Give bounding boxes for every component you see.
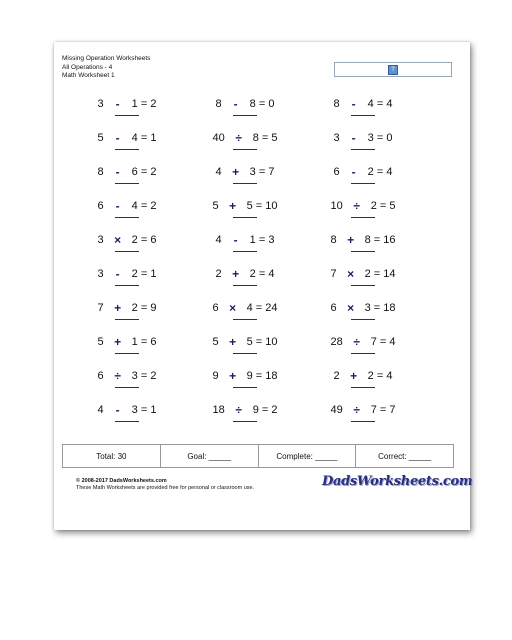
operator-sign: ÷ bbox=[353, 403, 361, 417]
math-problem bbox=[82, 403, 172, 427]
operand-a: 18 bbox=[212, 404, 225, 416]
operator-sign: + bbox=[229, 335, 237, 349]
equals-sign: = bbox=[137, 166, 151, 178]
operand-b: 3 bbox=[131, 370, 138, 382]
answer-blank[interactable] bbox=[115, 285, 139, 286]
operand-a: 49 bbox=[330, 404, 343, 416]
equation bbox=[318, 233, 408, 247]
equals-sign: = bbox=[255, 98, 269, 110]
answer-blank[interactable] bbox=[351, 387, 375, 388]
math-problem bbox=[200, 165, 290, 189]
operand-a: 2 bbox=[333, 370, 340, 382]
worksheet-subtitle: All Operations - 4 bbox=[62, 63, 113, 71]
result-value: 0 bbox=[386, 132, 393, 144]
math-problem bbox=[82, 165, 172, 189]
equals-sign: = bbox=[376, 336, 390, 348]
answer-blank[interactable] bbox=[351, 319, 375, 320]
math-problem bbox=[318, 403, 408, 427]
math-problem bbox=[82, 131, 172, 155]
operator-sign: + bbox=[232, 267, 240, 281]
math-problem bbox=[318, 97, 408, 121]
result-value: 2 bbox=[150, 370, 157, 382]
operator-sign: ÷ bbox=[353, 199, 361, 213]
result-value: 2 bbox=[150, 200, 157, 212]
dadsworksheets-logo: DadsWorksheets.com bbox=[322, 474, 473, 489]
result-value: 2 bbox=[150, 166, 157, 178]
equation bbox=[200, 199, 290, 213]
math-problem bbox=[318, 131, 408, 155]
operator-sign: + bbox=[114, 335, 122, 349]
operand-b: 1 bbox=[131, 98, 138, 110]
equals-sign: = bbox=[137, 98, 151, 110]
equals-sign: = bbox=[258, 404, 272, 416]
operand-a: 6 bbox=[333, 166, 340, 178]
operator-sign: - bbox=[351, 97, 356, 111]
answer-blank[interactable] bbox=[115, 319, 139, 320]
operator-sign: - bbox=[115, 97, 120, 111]
equation bbox=[82, 199, 172, 213]
operator-sign: × bbox=[229, 301, 237, 315]
answer-blank[interactable] bbox=[115, 115, 139, 116]
math-problem bbox=[200, 131, 290, 155]
equals-sign: = bbox=[370, 268, 384, 280]
answer-blank[interactable] bbox=[115, 387, 139, 388]
answer-blank[interactable] bbox=[351, 149, 375, 150]
answer-blank[interactable] bbox=[233, 251, 257, 252]
operand-a: 5 bbox=[97, 336, 104, 348]
math-problem bbox=[200, 301, 290, 325]
operator-sign: × bbox=[347, 301, 355, 315]
operand-a: 9 bbox=[212, 370, 219, 382]
math-problem bbox=[318, 369, 408, 393]
equation bbox=[200, 131, 290, 145]
answer-blank[interactable] bbox=[233, 387, 257, 388]
equation bbox=[200, 267, 290, 281]
result-value: 5 bbox=[389, 200, 396, 212]
operand-a: 8 bbox=[330, 234, 337, 246]
math-problem bbox=[318, 165, 408, 189]
operand-b: 7 bbox=[370, 404, 377, 416]
result-value: 3 bbox=[268, 234, 275, 246]
equation bbox=[200, 165, 290, 179]
equation bbox=[82, 403, 172, 417]
answer-blank[interactable] bbox=[233, 421, 257, 422]
math-problem bbox=[200, 199, 290, 223]
answer-blank[interactable] bbox=[115, 183, 139, 184]
operator-sign: - bbox=[233, 97, 238, 111]
equation bbox=[82, 267, 172, 281]
operand-b: 2 bbox=[131, 234, 138, 246]
operand-b: 9 bbox=[246, 370, 253, 382]
result-value: 4 bbox=[389, 336, 396, 348]
result-value: 6 bbox=[150, 336, 157, 348]
worksheet-header bbox=[62, 55, 150, 81]
operand-a: 10 bbox=[330, 200, 343, 212]
operator-sign: - bbox=[115, 131, 120, 145]
correct-cell: Correct: _____ bbox=[378, 451, 432, 461]
operand-b: 4 bbox=[131, 200, 138, 212]
operator-sign: ÷ bbox=[235, 403, 243, 417]
answer-blank[interactable] bbox=[115, 353, 139, 354]
math-problem bbox=[82, 97, 172, 121]
operand-a: 8 bbox=[97, 166, 104, 178]
operand-a: 7 bbox=[330, 268, 337, 280]
equals-sign: = bbox=[373, 166, 387, 178]
equals-sign: = bbox=[255, 234, 269, 246]
operand-a: 3 bbox=[333, 132, 340, 144]
equals-sign: = bbox=[255, 166, 269, 178]
operand-a: 8 bbox=[333, 98, 340, 110]
answer-blank[interactable] bbox=[351, 421, 375, 422]
result-value: 4 bbox=[386, 166, 393, 178]
result-value: 0 bbox=[268, 98, 275, 110]
equals-sign: = bbox=[137, 404, 151, 416]
equals-sign: = bbox=[376, 404, 390, 416]
answer-blank[interactable] bbox=[115, 217, 139, 218]
equals-sign: = bbox=[252, 336, 266, 348]
equals-sign: = bbox=[373, 98, 387, 110]
answer-blank[interactable] bbox=[351, 353, 375, 354]
answer-blank[interactable] bbox=[115, 149, 139, 150]
operator-sign: + bbox=[347, 233, 355, 247]
operator-sign: - bbox=[115, 165, 120, 179]
operand-b: 8 bbox=[249, 98, 256, 110]
equation bbox=[200, 369, 290, 383]
name-input-box[interactable] bbox=[334, 62, 452, 77]
goal-cell: Goal: _____ bbox=[161, 445, 259, 467]
equation bbox=[318, 199, 408, 213]
math-problem bbox=[82, 335, 172, 359]
operand-b: 8 bbox=[252, 132, 259, 144]
equals-sign: = bbox=[258, 132, 272, 144]
equation bbox=[200, 403, 290, 417]
usage-note: These Math Worksheets are provided free for personal or classroom use. bbox=[76, 485, 255, 491]
operand-a: 5 bbox=[97, 132, 104, 144]
result-value: 1 bbox=[150, 268, 157, 280]
operand-a: 3 bbox=[97, 268, 104, 280]
equation bbox=[200, 301, 290, 315]
answer-blank[interactable] bbox=[233, 115, 257, 116]
answer-blank[interactable] bbox=[351, 183, 375, 184]
operand-b: 5 bbox=[246, 336, 253, 348]
equation bbox=[82, 233, 172, 247]
math-problem bbox=[200, 267, 290, 291]
math-problem bbox=[318, 199, 408, 223]
operand-a: 5 bbox=[212, 336, 219, 348]
result-value: 1 bbox=[150, 404, 157, 416]
operator-sign: - bbox=[115, 267, 120, 281]
equals-sign: = bbox=[373, 132, 387, 144]
operand-b: 4 bbox=[246, 302, 253, 314]
result-value: 10 bbox=[265, 336, 278, 348]
answer-blank[interactable] bbox=[233, 183, 257, 184]
answer-blank[interactable] bbox=[233, 217, 257, 218]
equation bbox=[82, 335, 172, 349]
operand-a: 4 bbox=[215, 234, 222, 246]
operand-b: 3 bbox=[249, 166, 256, 178]
equals-sign: = bbox=[137, 132, 151, 144]
result-value: 2 bbox=[150, 98, 157, 110]
result-value: 4 bbox=[386, 370, 393, 382]
result-value: 5 bbox=[271, 132, 278, 144]
result-value: 10 bbox=[265, 200, 278, 212]
equation bbox=[82, 369, 172, 383]
equation bbox=[318, 165, 408, 179]
result-value: 9 bbox=[150, 302, 157, 314]
answer-blank[interactable] bbox=[115, 421, 139, 422]
equation bbox=[318, 335, 408, 349]
operand-b: 6 bbox=[131, 166, 138, 178]
equals-sign: = bbox=[137, 200, 151, 212]
operand-b: 4 bbox=[131, 132, 138, 144]
operand-b: 4 bbox=[367, 98, 374, 110]
result-value: 2 bbox=[271, 404, 278, 416]
math-problem bbox=[200, 335, 290, 359]
score-table bbox=[62, 444, 454, 468]
math-problem bbox=[82, 233, 172, 257]
equals-sign: = bbox=[252, 302, 266, 314]
equation bbox=[318, 97, 408, 111]
answer-blank[interactable] bbox=[351, 251, 375, 252]
equation bbox=[82, 131, 172, 145]
math-problem bbox=[82, 267, 172, 291]
operand-b: 3 bbox=[367, 132, 374, 144]
operand-b: 1 bbox=[131, 336, 138, 348]
operand-b: 2 bbox=[131, 302, 138, 314]
answer-blank[interactable] bbox=[351, 285, 375, 286]
operator-sign: ÷ bbox=[114, 369, 121, 383]
operator-sign: - bbox=[233, 233, 238, 247]
answer-blank[interactable] bbox=[233, 149, 257, 150]
equals-sign: = bbox=[137, 370, 151, 382]
operator-sign: + bbox=[232, 165, 240, 179]
operand-a: 6 bbox=[97, 200, 104, 212]
equation bbox=[82, 97, 172, 111]
operator-sign: ÷ bbox=[235, 131, 243, 145]
result-value: 16 bbox=[383, 234, 396, 246]
equals-sign: = bbox=[370, 302, 384, 314]
equals-sign: = bbox=[255, 268, 269, 280]
operator-sign: × bbox=[347, 267, 355, 281]
result-value: 7 bbox=[389, 404, 396, 416]
worksheet-page bbox=[54, 42, 473, 530]
equation bbox=[82, 165, 172, 179]
math-problem bbox=[200, 97, 290, 121]
operator-sign: × bbox=[114, 233, 122, 247]
math-problem bbox=[318, 335, 408, 359]
math-problem bbox=[200, 233, 290, 257]
equals-sign: = bbox=[376, 200, 390, 212]
equals-sign: = bbox=[137, 268, 151, 280]
equals-sign: = bbox=[252, 200, 266, 212]
operand-a: 3 bbox=[97, 98, 104, 110]
math-problem bbox=[82, 369, 172, 393]
operand-a: 6 bbox=[97, 370, 104, 382]
operator-sign: ÷ bbox=[353, 335, 361, 349]
worksheet-title: Missing Operation Worksheets bbox=[62, 55, 151, 62]
math-problem bbox=[318, 301, 408, 325]
result-value: 14 bbox=[383, 268, 396, 280]
operand-a: 3 bbox=[97, 234, 104, 246]
worksheet-number: Math Worksheet 1 bbox=[62, 72, 115, 79]
operator-sign: + bbox=[114, 301, 122, 315]
operand-b: 3 bbox=[131, 404, 138, 416]
result-value: 4 bbox=[268, 268, 275, 280]
result-value: 1 bbox=[150, 132, 157, 144]
operator-sign: + bbox=[229, 369, 237, 383]
equation bbox=[318, 369, 408, 383]
operand-a: 40 bbox=[212, 132, 225, 144]
equation bbox=[200, 97, 290, 111]
operand-b: 2 bbox=[367, 370, 374, 382]
equals-sign: = bbox=[137, 234, 151, 246]
total-cell: Total: 30 bbox=[63, 445, 161, 467]
equation bbox=[200, 335, 290, 349]
equals-sign: = bbox=[370, 234, 384, 246]
complete-cell: Complete: _____ bbox=[259, 445, 357, 467]
operand-b: 2 bbox=[131, 268, 138, 280]
operator-sign: + bbox=[350, 369, 358, 383]
operand-a: 8 bbox=[215, 98, 222, 110]
operand-b: 5 bbox=[246, 200, 253, 212]
math-problem bbox=[318, 233, 408, 257]
answer-blank[interactable] bbox=[233, 285, 257, 286]
equals-sign: = bbox=[373, 370, 387, 382]
operator-sign: - bbox=[351, 131, 356, 145]
operand-b: 2 bbox=[367, 166, 374, 178]
result-value: 6 bbox=[150, 234, 157, 246]
result-value: 18 bbox=[265, 370, 278, 382]
equals-sign: = bbox=[137, 336, 151, 348]
equation bbox=[318, 301, 408, 315]
equals-sign: = bbox=[137, 302, 151, 314]
operand-a: 4 bbox=[97, 404, 104, 416]
result-value: 4 bbox=[386, 98, 393, 110]
operand-a: 7 bbox=[97, 302, 104, 314]
operand-b: 1 bbox=[249, 234, 256, 246]
operand-a: 2 bbox=[215, 268, 222, 280]
copyright-notice bbox=[76, 478, 254, 492]
operand-b: 3 bbox=[364, 302, 371, 314]
operand-a: 5 bbox=[212, 200, 219, 212]
result-value: 24 bbox=[265, 302, 278, 314]
math-problem bbox=[200, 403, 290, 427]
equation bbox=[318, 131, 408, 145]
equation bbox=[318, 267, 408, 281]
operand-b: 2 bbox=[364, 268, 371, 280]
math-problem bbox=[82, 199, 172, 223]
operand-a: 28 bbox=[330, 336, 343, 348]
operator-sign: - bbox=[351, 165, 356, 179]
answer-blank[interactable] bbox=[351, 115, 375, 116]
equals-sign: = bbox=[252, 370, 266, 382]
answer-blank[interactable] bbox=[233, 319, 257, 320]
result-value: 7 bbox=[268, 166, 275, 178]
operand-b: 7 bbox=[370, 336, 377, 348]
operand-a: 4 bbox=[215, 166, 222, 178]
operator-sign: - bbox=[115, 199, 120, 213]
operand-b: 8 bbox=[364, 234, 371, 246]
operand-b: 9 bbox=[252, 404, 259, 416]
math-problem bbox=[318, 267, 408, 291]
result-value: 18 bbox=[383, 302, 396, 314]
equation bbox=[82, 301, 172, 315]
math-problem bbox=[82, 301, 172, 325]
operand-b: 2 bbox=[370, 200, 377, 212]
answer-blank[interactable] bbox=[351, 217, 375, 218]
answer-blank[interactable] bbox=[233, 353, 257, 354]
operator-sign: + bbox=[229, 199, 237, 213]
operand-a: 6 bbox=[330, 302, 337, 314]
operand-b: 2 bbox=[249, 268, 256, 280]
math-problem bbox=[200, 369, 290, 393]
copyright-line: © 2008-2017 DadsWorksheets.com bbox=[76, 478, 167, 484]
operand-a: 6 bbox=[212, 302, 219, 314]
equation bbox=[200, 233, 290, 247]
answer-blank[interactable] bbox=[115, 251, 139, 252]
help-icon[interactable]: ? bbox=[388, 65, 398, 75]
operator-sign: - bbox=[115, 403, 120, 417]
equation bbox=[318, 403, 408, 417]
